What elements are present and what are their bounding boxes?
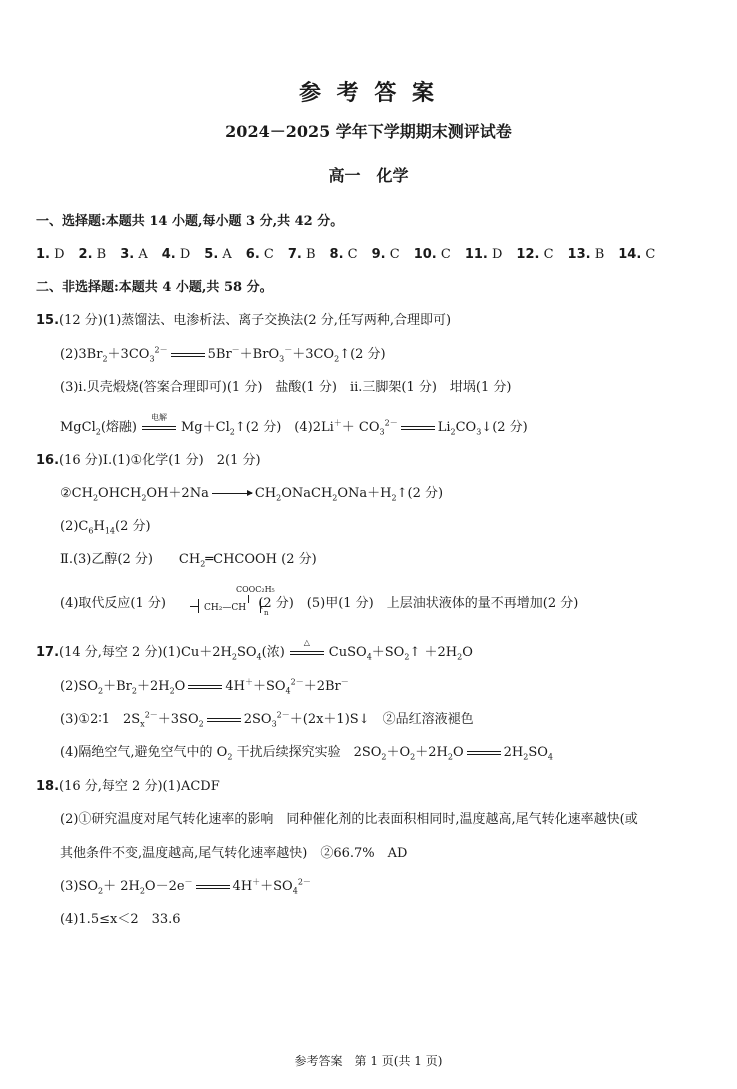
mc-answer-12: 12. C — [516, 247, 554, 262]
mc-answer-14: 14. C — [618, 247, 656, 262]
q18-line2: (2)①研究温度对尾气转化速率的影响 同种催化剂的比表面积相同时,温度越高,尾气转化速率越快(或 — [60, 812, 638, 827]
mc-answer-11: 11. D — [464, 247, 503, 262]
q16-text: (16 分)Ⅰ.(1)①化学(1 分) 2(1 分) — [59, 453, 261, 468]
mc-answer-8: 8. C — [329, 247, 358, 262]
q15-line1: 15.(12 分)(1)蒸馏法、电渗析法、离子交换法(2 分,任写两种,合理即可) — [36, 313, 452, 328]
q16-line5: (4)取代反应(1 分) (2 分) (5)甲(1 分) 上层油状液体的量不再增加(2 分) — [60, 596, 579, 611]
q18-line1: 18.(16 分,每空 2 分)(1)ACDF — [36, 779, 220, 794]
mc-answer-7: 7. B — [287, 247, 316, 262]
q18-line3: 其他条件不变,温度越高,尾气转化速率越快) ②66.7% AD — [60, 846, 408, 861]
q15-text: (12 分)(1)蒸馏法、电渗析法、离子交换法(2 分,任写两种,合理即可) — [59, 313, 452, 328]
q18-number: 18 — [36, 779, 55, 794]
q18-text: (16 分,每空 2 分)(1)ACDF — [59, 779, 220, 794]
q17-line3: (3)①2∶1 $2S_x^{2-}+3SO_2$ $2SO_3^{2-}+(2x+1)S↓$ ②品红溶液褪色 — [60, 710, 474, 729]
mc-answer-9: 9. C — [371, 247, 400, 262]
q17-line4: (4)隔绝空气,避免空气中的 $O_2$ 干扰后续探究实验 $2SO_2+O_2+2H_2O$ $2H_2SO_4$ — [60, 745, 554, 762]
q16-line1: 16.(16 分)Ⅰ.(1)①化学(1 分) 2(1 分) — [36, 453, 261, 468]
q17-number: 17 — [36, 645, 55, 660]
q16-number: 16 — [36, 453, 55, 468]
q15-line3: (3)ⅰ.贝壳煅烧(答案合理即可)(1 分) 盐酸(1 分) ⅱ.三脚架(1 分) 坩埚(1 分) — [60, 380, 512, 395]
q15-line2: $(2)3Br_2+3CO_3^{2-}$ $5Br^-+BrO_3^-+3CO_2↑(2$ 分) — [60, 345, 386, 364]
page-footer: 参考答案 第 1 页(共 1 页) — [294, 1054, 443, 1068]
q15-number: 15 — [36, 313, 55, 328]
section2-heading: 二、非选择题:本题共 4 小题,共 58 分。 — [36, 280, 273, 295]
polymer-structure: COOC₂H₅ CH₂—CH n — [190, 585, 270, 619]
page-title: 参 考 答 案 — [299, 80, 438, 106]
q18-line5: (4)1.5≤x＜2 33.6 — [60, 912, 181, 927]
mc-answer-2: 2. B — [78, 247, 107, 262]
q16-line4: Ⅱ.(3)乙醇(2 分) $CH_2═CHCOOH$ (2 分) — [60, 552, 317, 569]
q16-line2: $②CH_2OHCH_2OH+2Na$ $CH_2ONaCH_2ONa+H_2↑(2$ 分) — [60, 486, 444, 503]
mc-answer-4: 4. D — [161, 247, 191, 262]
q18-line4: $(3)SO_2+ 2H_2O-2e^-$ $4H^++SO_4^{2-}$ — [60, 877, 311, 896]
mc-answer-1: 1. D — [36, 247, 65, 262]
subject-title: 高一 化学 — [328, 166, 409, 185]
mc-answer-6: 6. C — [245, 247, 274, 262]
mc-answer-5: 5. A — [204, 247, 232, 262]
mc-answer-10: 10. C — [413, 247, 451, 262]
q17-line2: $(2)SO_2+Br_2+2H_2O$ $4H^++SO_4^{2-}+2Br^-$ — [60, 677, 349, 696]
mc-answer-row — [36, 246, 669, 264]
mc-answer-3: 3. A — [120, 247, 148, 262]
exam-subtitle: 2024－2025 学年下学期期末测评试卷 — [225, 122, 512, 141]
mc-answer-13: 13. B — [567, 247, 605, 262]
section1-heading: 一、选择题:本题共 14 小题,每小题 3 分,共 42 分。 — [36, 214, 344, 229]
q15-line4: MgCl$_2$(熔融) 电解 $Mg+Cl_2↑(2$ 分) $(4)2Li^++ CO_3^{2-}$ $Li_2CO_3↓(2$ 分) — [60, 413, 528, 437]
q17-line1: 17.(14 分,每空 2 分)$(1)Cu+2H_2SO_4$(浓) △ $CuSO_4+SO_2↑ +2H_2O$ — [36, 638, 473, 662]
q16-line3: $(2)C_6H_{14}(2$ 分) — [60, 519, 151, 536]
